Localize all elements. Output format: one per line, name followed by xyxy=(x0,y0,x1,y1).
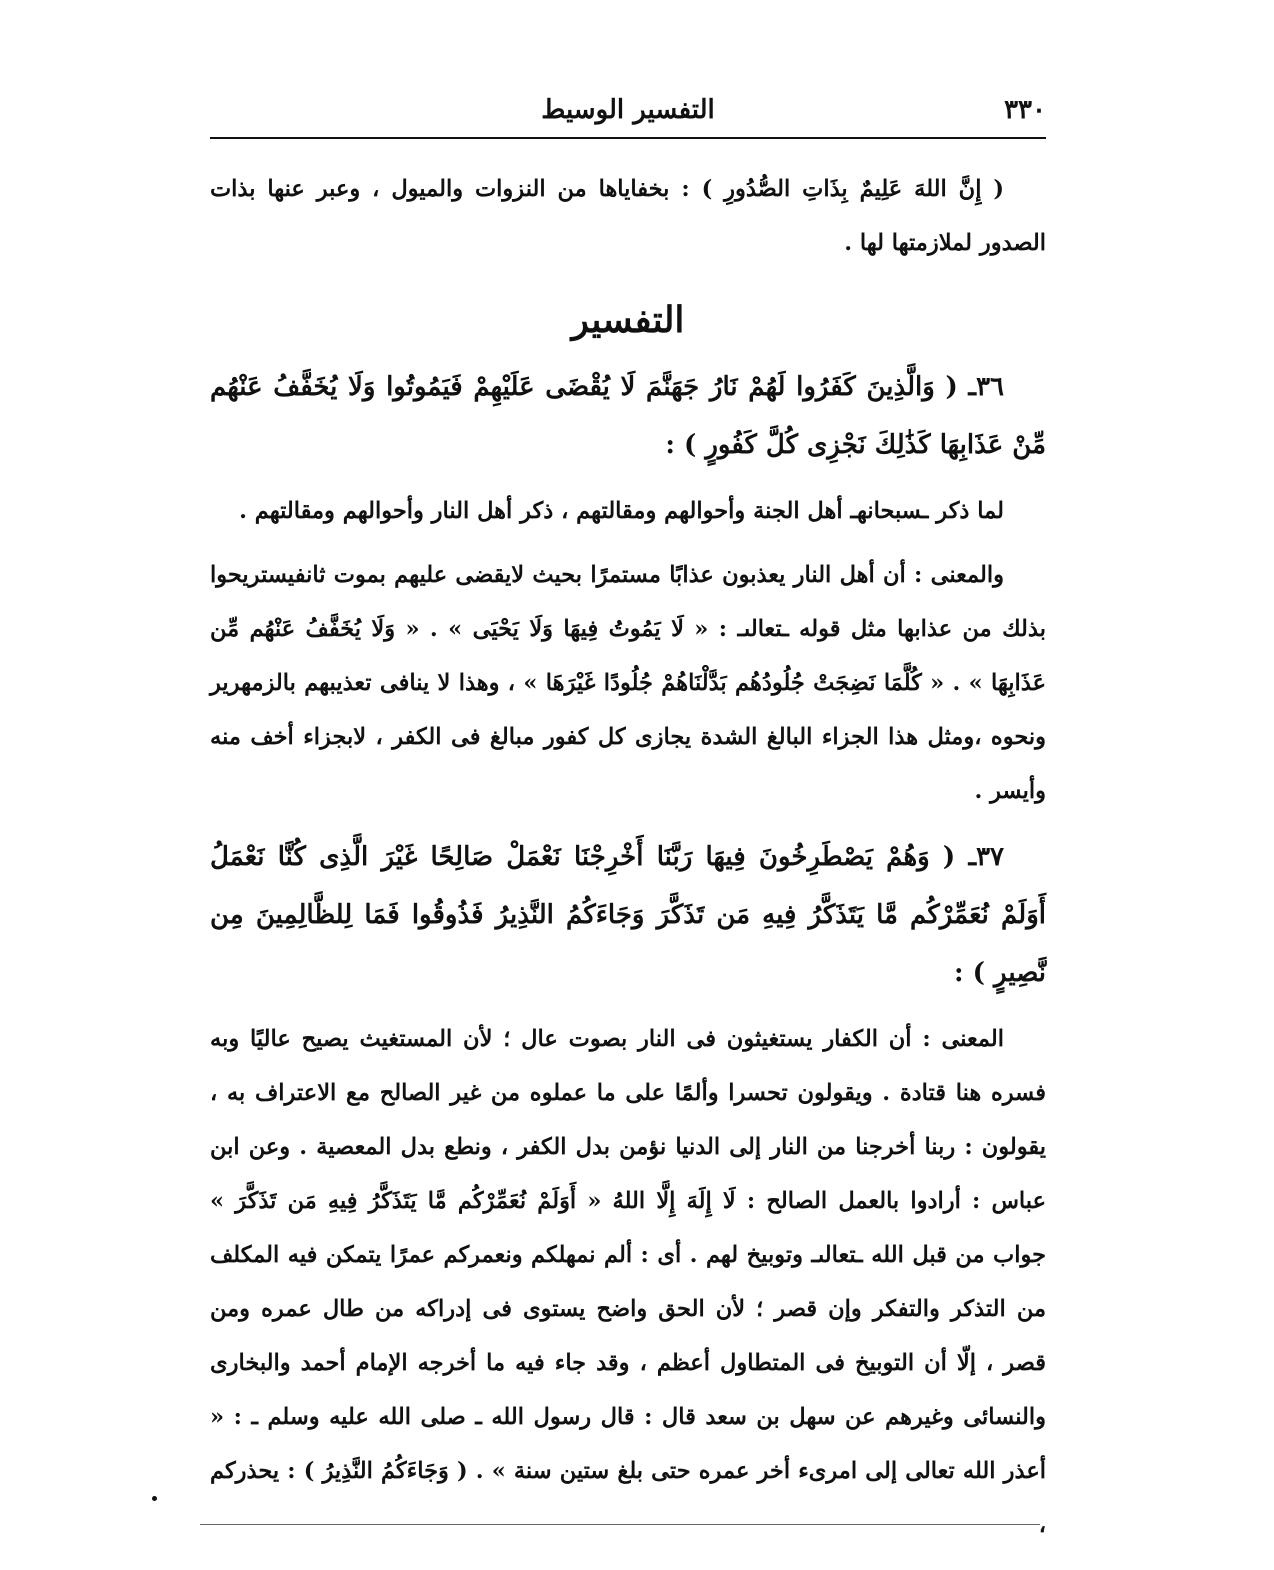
page-body xyxy=(210,162,1046,1552)
verse-37: ٣٧ـ ( وَهُمْ يَصْطَرِخُونَ فِيهَا رَبَّنَا أَخْرِجْنَا نَعْمَلْ صَالِحًا غَيْرَ الَّذِى كُنَّا نَعْمَلُ أَوَلَمْ نُعَمِّرْكُم مَّا يَتَذَكَّرُ فِيهِ مَن تَذَكَّرَ وَجَاءَكُمُ النَّذِيرُ فَذُوقُوا فَمَا لِلظَّالِمِينَ مِن نَّصِيرٍ ) : xyxy=(210,842,1046,988)
commentary-paragraph-1: لما ذكر ـسبحانهـ أهل الجنة وأحوالهم ومقالتهم ، ذكر أهل النار وأحوالهم ومقالتهم . xyxy=(239,498,1004,524)
page-header xyxy=(210,95,1046,135)
spacer xyxy=(210,538,1046,548)
running-title: التفسير الوسيط xyxy=(541,95,715,125)
footer-rule xyxy=(200,1524,1040,1525)
page-number: ٣٣٠ xyxy=(1004,95,1046,125)
intro-paragraph: ( إِنَّ اللهَ عَلِيمٌ بِذَاتِ الصُّدُورِ ) : بخفاياها من النزوات والميول ، وعبر عنها بذات الصدور لملازمتها لها . xyxy=(210,176,1046,256)
commentary-paragraph-2: والمعنى : أن أهل النار يعذبون عذابًا مستمرًا بحيث لايقضى عليهم بموت ثانفيستريحوا بذلك من عذابها مثل قوله ـتعالىـ : « لَا يَمُوتُ فِيهَا وَلَا يَحْيَى » . « وَلَا يُخَفَّفُ عَنْهُم مِّن عَذَابِهَا » . « كُلَّمَا نَضِجَتْ جُلُودُهُم بَدَّلْنَاهُمْ جُلُودًا غَيْرَهَا » ، وهذا لا ينافى تعذيبهم بالزمهرير ونحوه ،ومثل هذا الجزاء البالغ الشدة يجازى كل كفور مبالغ فى الكفر ، لابجزاء أخف منه وأيسر . xyxy=(210,562,1046,804)
header-rule xyxy=(210,137,1046,139)
commentary-paragraph-3: المعنى : أن الكفار يستغيثون فى النار بصوت عال ؛ لأن المستغيث يصيح عاليًا وبه فسره هنا قتادة . ويقولون تحسرا وألمًا على ما عملوه من غير الصالح مع الاعتراف به ، يقولون : ربنا أخرجنا من النار إلى الدنيا نؤمن بدل الكفر ، ونطع بدل المعصية . وعن ابن عباس : أرادوا بالعمل الصالح : لَا إِلَهَ إِلَّا اللهُ « أَوَلَمْ نُعَمِّرْكُم مَّا يَتَذَكَّرُ فِيهِ مَن تَذَكَّرَ » جواب من قبل الله ـتعالىـ وتوبيخ لهم . أى : ألم نمهلكم ونعمركم عمرًا يتمكن فيه المكلف من التذكر والتفكر وإن قصر ؛ لأن الحق واضح يستوى فى إدراكه من طال عمره ومن قصر ، إلّا أن التوبيخ فى المتطاول أعظم ، وقد جاء فيه ما أخرجه الإمام أحمد والبخارى والنسائى وغيرهم عن سهل بن سعد قال : قال رسول الله ـ صلى الله عليه وسلم ـ : « أعذر الله تعالى إلى امرىء أخر عمره حتى بلغ ستين سنة » . ( وَجَاءَكُمُ النَّذِيرُ ) : يحذركم ، xyxy=(210,1026,1046,1538)
spacer xyxy=(210,1002,1046,1012)
scan-speck xyxy=(152,1496,157,1501)
section-title: التفسير xyxy=(571,299,685,341)
verse-36: ٣٦ـ ( وَالَّذِينَ كَفَرُوا لَهُمْ نَارُ جَهَنَّمَ لَا يُقْضَى عَلَيْهِمْ فَيَمُوتُوا وَلَا يُخَفَّفُ عَنْهُم مِّنْ عَذَابِهَا كَذَٰلِكَ نَجْزِى كُلَّ كَفُورٍ ) : xyxy=(210,372,1046,460)
spacer xyxy=(210,474,1046,484)
spacer xyxy=(210,818,1046,828)
